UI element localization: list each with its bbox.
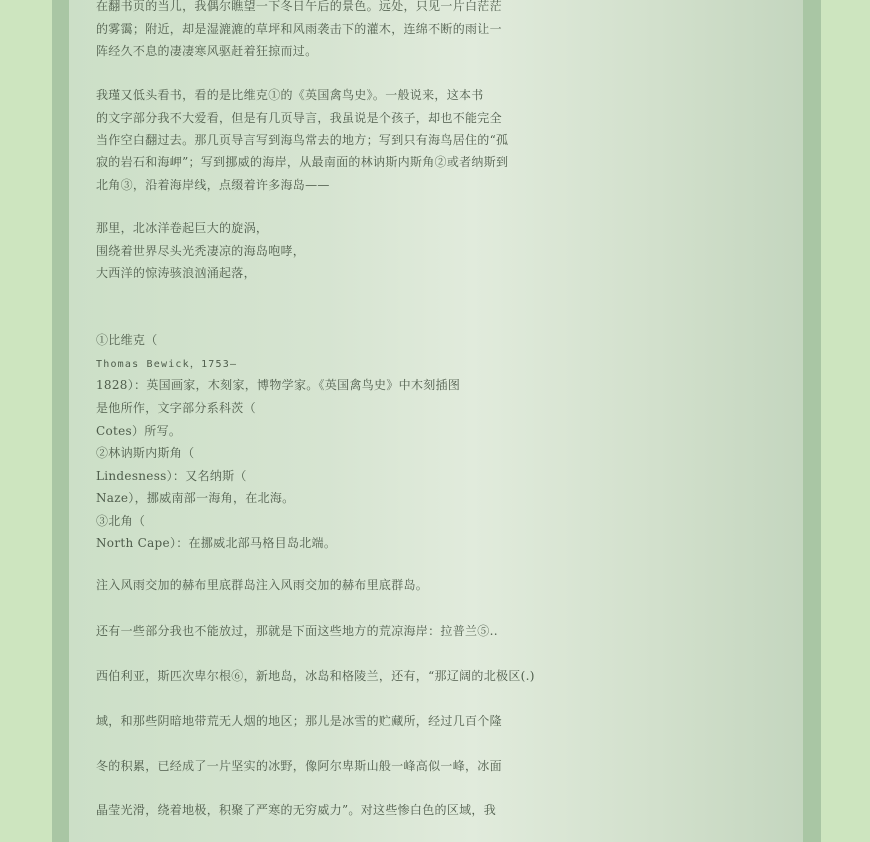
paragraph-line: 北角③，沿着海岸线，点缀着许多海岛—— — [96, 178, 330, 192]
footnote-line: Thomas Bewick，1753— — [96, 359, 238, 370]
left-page-border — [52, 0, 69, 842]
footnote-line: Naze），挪威南部一海角，在北海。 — [96, 491, 295, 505]
body-line: 域，和那些阴暗地带荒无人烟的地区；那儿是冰雪的贮藏所，经过几百个隆 — [96, 714, 502, 728]
footnote-line: Lindesness）：又名纳斯（ — [96, 469, 247, 483]
footnote-line: 是他所作，文字部分系科茨（ — [96, 401, 256, 415]
footnote-line: Cotes）所写。 — [96, 424, 182, 438]
right-background-band — [821, 0, 870, 842]
poem-line: 大西洋的惊涛骇浪汹涌起落， — [96, 266, 256, 280]
left-background-band — [0, 0, 52, 842]
paragraph-line: 寂的岩石和海岬”；写到挪威的海岸，从最南面的林讷斯内斯角②或者纳斯到 — [96, 155, 509, 169]
intro-line: 在翻书页的当儿，我偶尔瞧望一下冬日午后的景色。远处，只见一片白茫茫 — [96, 0, 502, 13]
footnote-line: ③北角（ — [96, 514, 146, 528]
body-line: 晶莹光滑，绕着地极，积聚了严寒的无穷威力”。对这些惨白色的区域，我 — [96, 803, 497, 817]
intro-line: 阵经久不息的凄凄寒风驱赶着狂掠而过。 — [96, 44, 318, 58]
body-line: 西伯利亚，斯匹次卑尔根⑥，新地岛，冰岛和格陵兰，还有，“那辽阔的北极区(.) — [96, 669, 535, 683]
poem-line: 那里，北冰洋卷起巨大的旋涡， — [96, 221, 269, 235]
footnote-line: 1828）：英国画家，木刻家，博物学家。《英国禽鸟史》中木刻插图 — [96, 378, 461, 392]
right-page-border — [803, 0, 821, 842]
footnote-line: ②林讷斯内斯角（ — [96, 446, 195, 460]
footnote-line: North Cape）：在挪威北部马格目岛北端。 — [96, 536, 337, 550]
paragraph-line: 当作空白翻过去。那几页导言写到海鸟常去的地方；写到只有海鸟居住的“孤 — [96, 133, 509, 147]
body-line: 冬的积累，已经成了一片坚实的冰野，像阿尔卑斯山般一峰高似一峰，冰面 — [96, 759, 502, 773]
poem-line: 围绕着世界尽头光秃凄凉的海岛咆哮， — [96, 244, 306, 258]
paragraph-line: 的文字部分我不大爱看，但是有几页导言，我虽说是个孩子，却也不能完全 — [96, 111, 502, 125]
intro-line: 的雾霭；附近，却是湿漉漉的草坪和风雨袭击下的灌木，连绵不断的雨让一 — [96, 22, 502, 36]
paragraph-line: 我瑾又低头看书，看的是比维克①的《英国禽鸟史》。一般说来，这本书 — [96, 88, 484, 102]
footnote-line: ①比维克（ — [96, 333, 158, 347]
body-line: 还有一些部分我也不能放过，那就是下面这些地方的荒凉海岸：拉普兰⑤.. — [96, 624, 498, 638]
body-line: 注入风雨交加的赫布里底群岛注入风雨交加的赫布里底群岛。 — [96, 578, 429, 592]
